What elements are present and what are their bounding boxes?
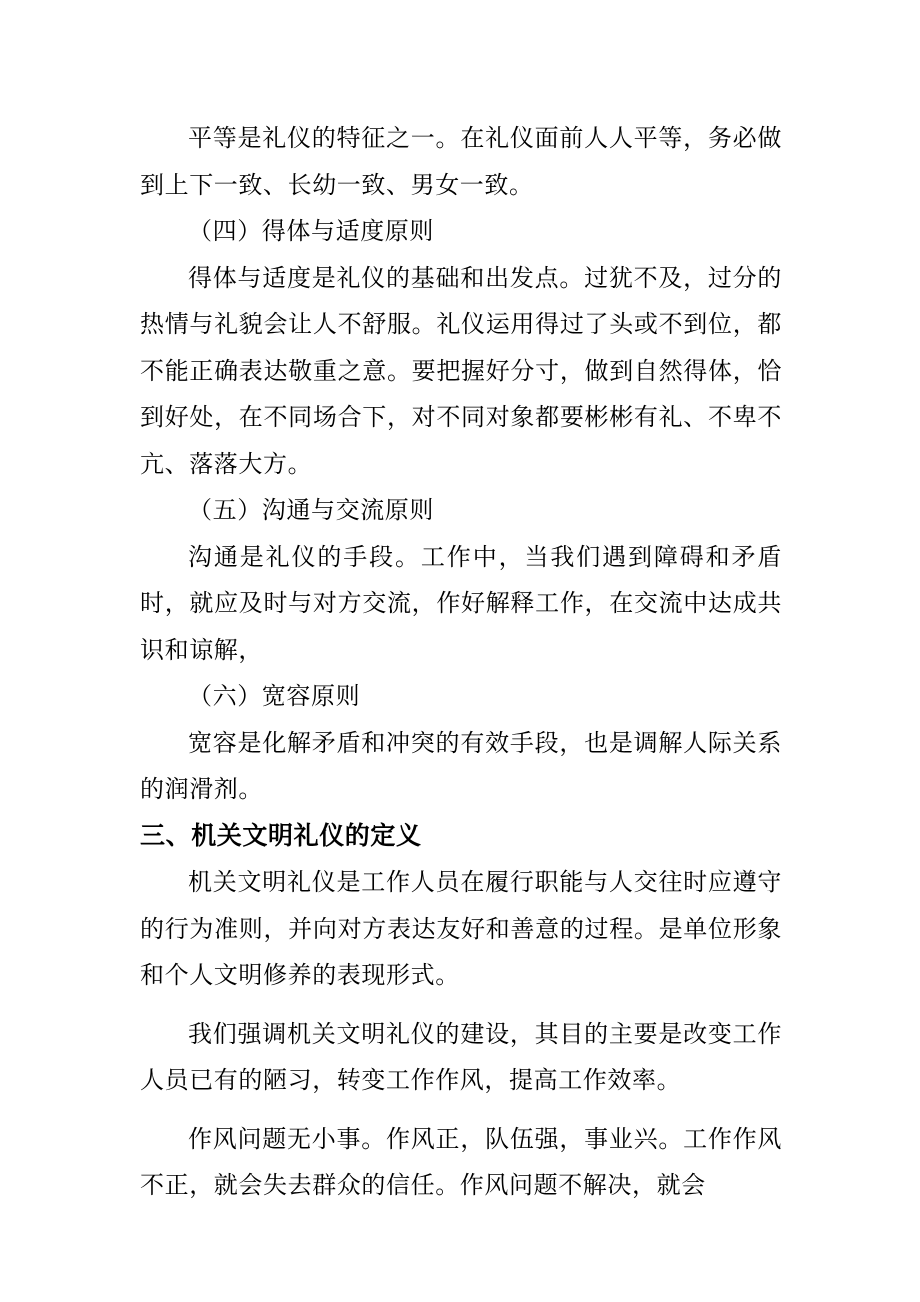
paragraph-work-style: 作风问题无小事。作风正，队伍强，事业兴。工作作风不正，就会失去群众的信任。作风问题不解决，就会 [140, 1124, 782, 1199]
subheading-communication: （五）沟通与交流原则 [188, 496, 434, 524]
paragraph-appropriateness: 得体与适度是礼仪的基础和出发点。过犹不及，过分的热情与礼貌会让人不舒服。礼仪运用得过了头或不到位，都不能正确表达敬重之意。要把握好分寸，做到自然得体，恰到好处，在不同场合下，对不同对象都要彬彬有礼、不卑不亢、落落大方。 [140, 263, 782, 478]
paragraph-equality: 平等是礼仪的特征之一。在礼仪面前人人平等，务必做到上下一致、长幼一致、男女一致。 [140, 124, 782, 199]
paragraph-communication: 沟通是礼仪的手段。工作中，当我们遇到障碍和矛盾时，就应及时与对方交流，作好解释工作，在交流中达成共识和谅解， [140, 542, 782, 664]
paragraph-purpose: 我们强调机关文明礼仪的建设，其目的主要是改变工作人员已有的陋习，转变工作作风，提高工作效率。 [140, 1019, 782, 1094]
section-heading-definition: 三、机关文明礼仪的定义 [140, 820, 422, 850]
paragraph-definition: 机关文明礼仪是工作人员在履行职能与人交往时应遵守的行为准则，并向对方表达友好和善意的过程。是单位形象和个人文明修养的表现形式。 [140, 868, 782, 989]
paragraph-tolerance: 宽容是化解矛盾和冲突的有效手段，也是调解人际关系的润滑剂。 [140, 728, 782, 803]
subheading-tolerance: （六）宽容原则 [188, 682, 361, 710]
document-page [140, 115, 782, 1209]
subheading-appropriateness: （四）得体与适度原则 [188, 217, 434, 245]
